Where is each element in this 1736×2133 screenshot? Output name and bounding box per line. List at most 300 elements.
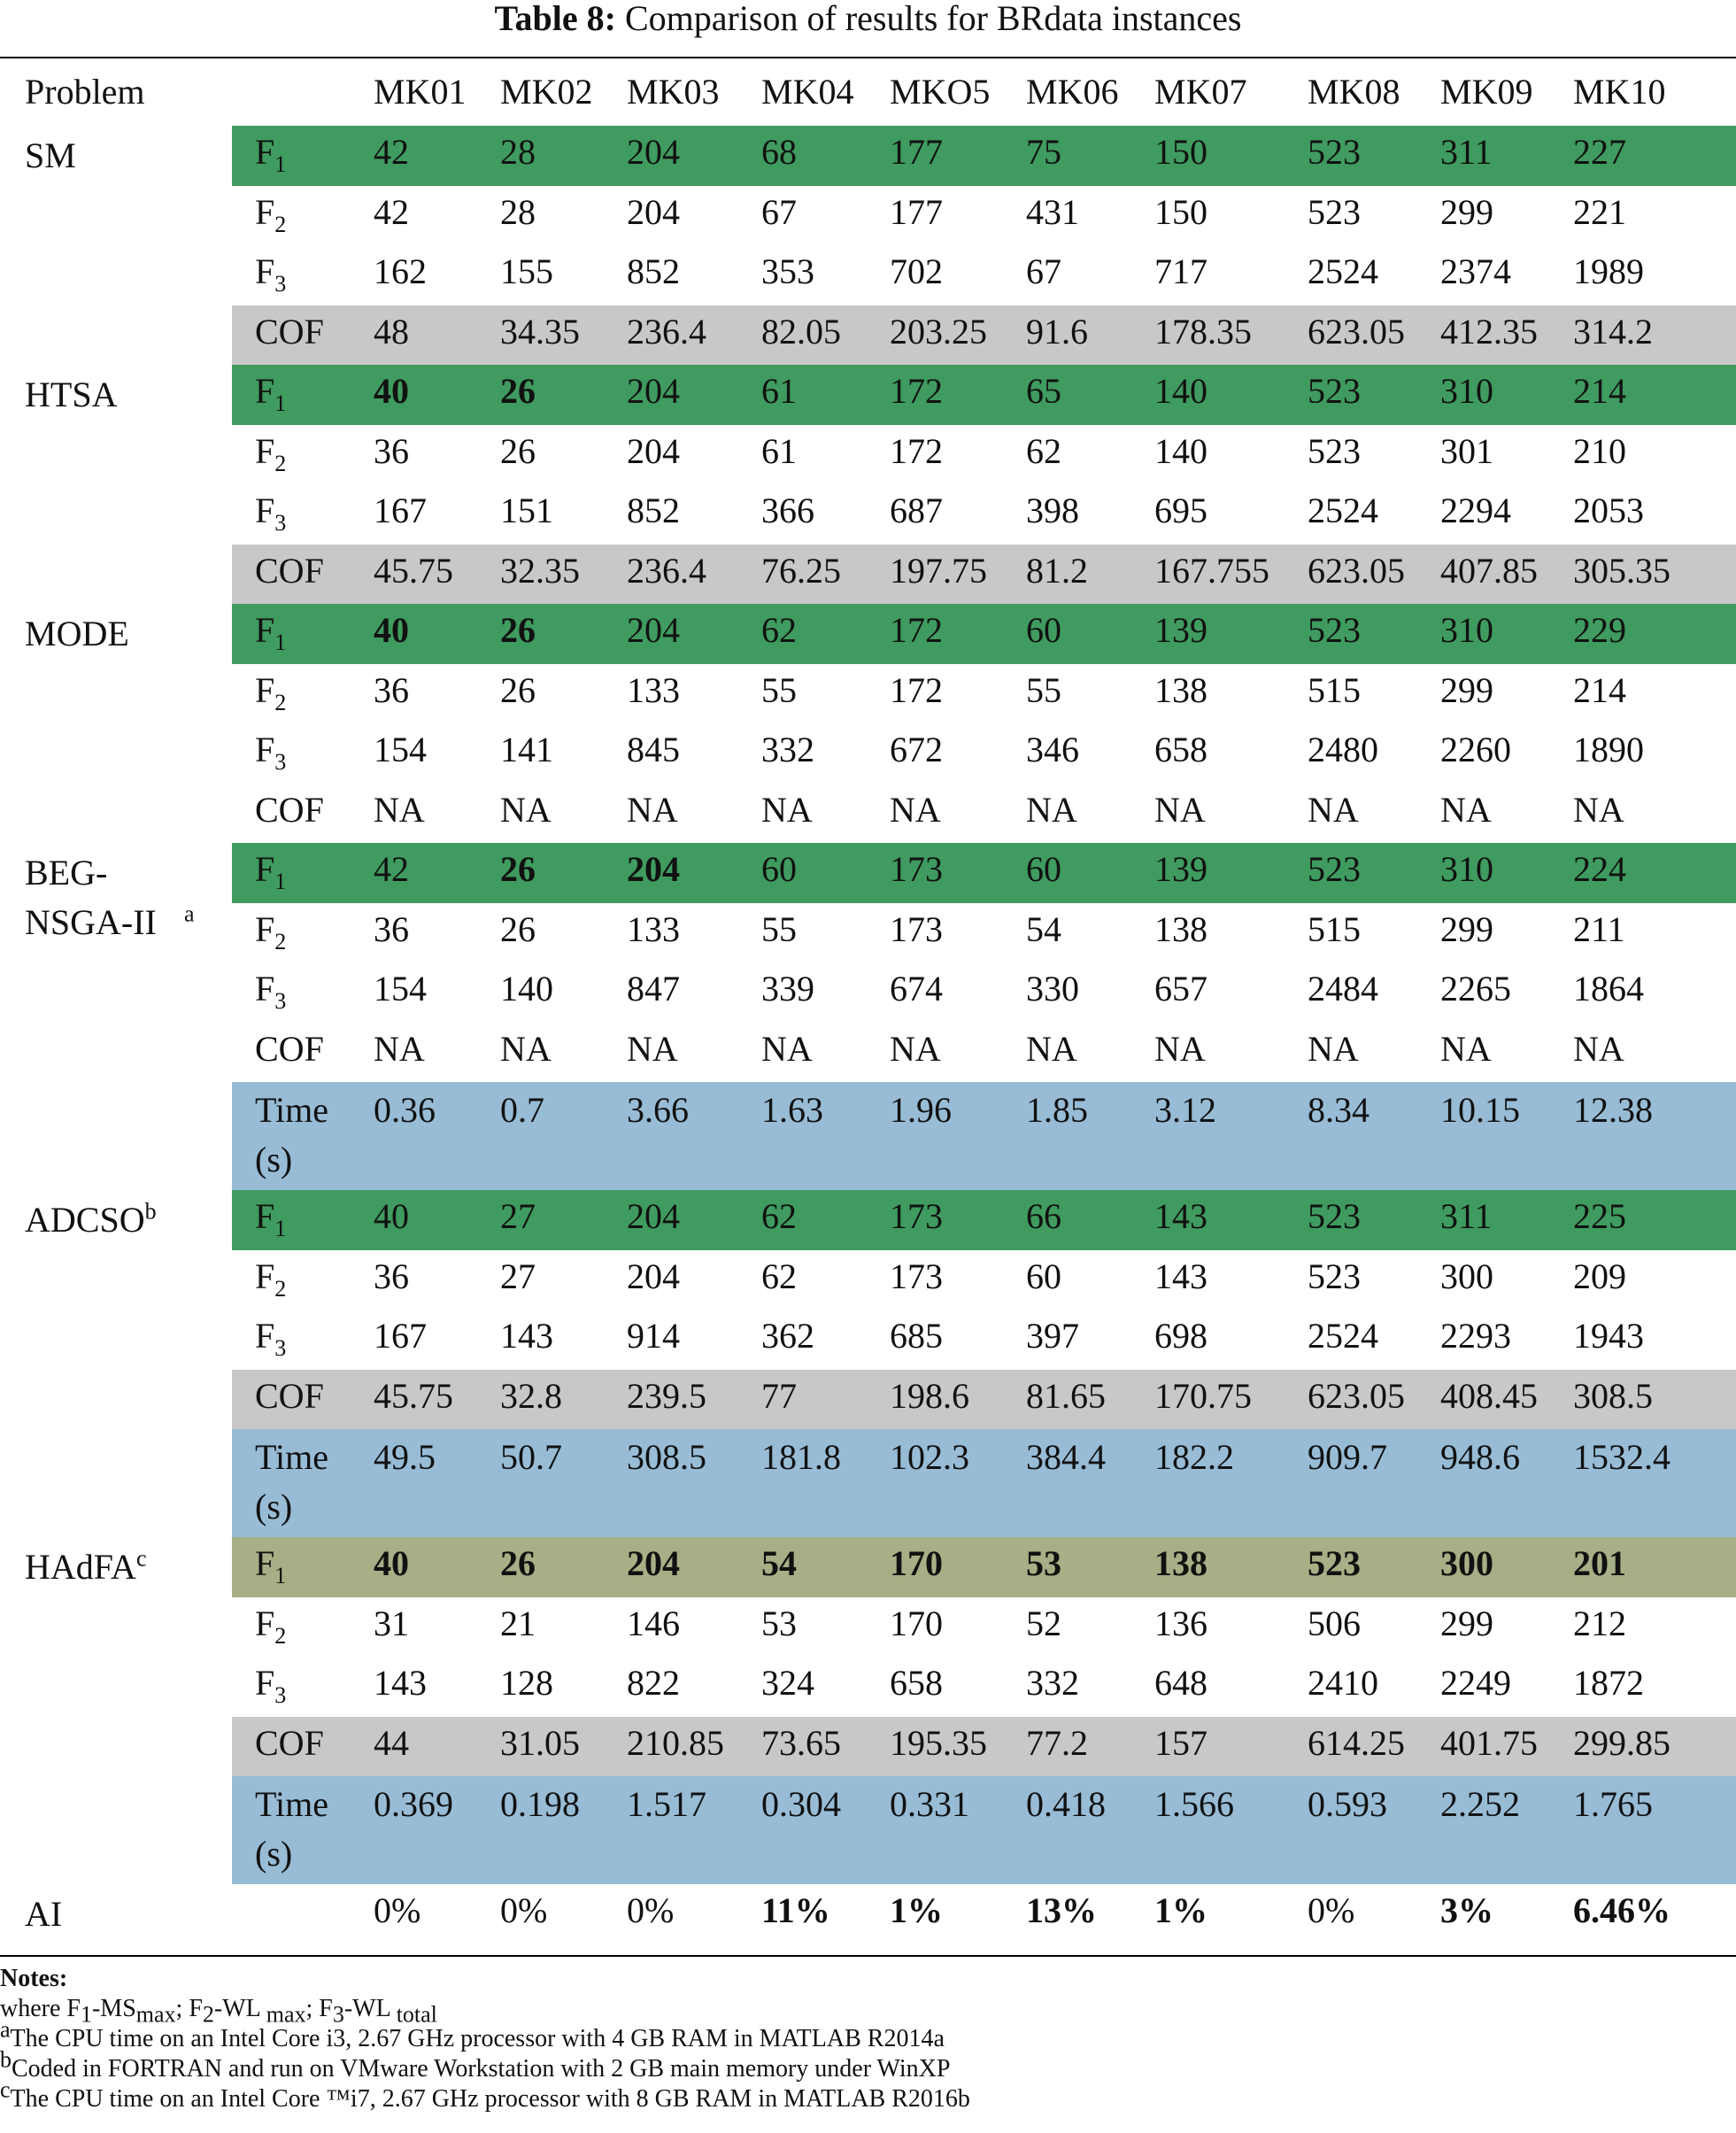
value-cell: 133 <box>627 908 680 949</box>
table-row <box>0 903 1736 963</box>
value-cell: 300 <box>1440 1537 1573 1597</box>
value-cell: 523 <box>1308 126 1440 186</box>
value-cell: 1864 <box>1573 969 1644 1009</box>
value-cell: 1.517 <box>627 1776 761 1884</box>
value-cell: 1.96 <box>890 1082 1026 1190</box>
value-cell: NA <box>1026 1028 1077 1069</box>
value-cell: 407.85 <box>1440 545 1573 605</box>
value-cell: 648 <box>1154 1663 1207 1703</box>
problem-label: HTSA <box>0 365 232 604</box>
table-row <box>0 1310 1736 1370</box>
value-cell: 53 <box>1026 1537 1154 1597</box>
value-cell: 1872 <box>1573 1663 1644 1703</box>
value-cell: 1% <box>1154 1890 1207 1930</box>
value-cell: NA <box>374 1028 425 1069</box>
value-cell: 53 <box>761 1603 797 1643</box>
value-cell: 657 <box>1154 969 1207 1009</box>
value-cell: 177 <box>890 126 1026 186</box>
header-metric <box>232 58 374 126</box>
value-cell: 81.65 <box>1026 1370 1154 1430</box>
table-caption <box>0 0 1736 37</box>
value-cell: 1.85 <box>1026 1082 1154 1190</box>
value-cell: 623.05 <box>1308 305 1440 366</box>
value-cell: 408.45 <box>1440 1370 1573 1430</box>
metric-label: $F_3$ <box>255 969 287 1014</box>
value-cell: 140 <box>1154 430 1207 471</box>
value-cell: 310 <box>1440 604 1573 664</box>
value-cell: 308.5 <box>627 1429 761 1537</box>
value-cell: 48 <box>374 305 500 366</box>
table-row <box>0 1250 1736 1310</box>
value-cell: 1% <box>890 1890 943 1930</box>
value-cell: 299 <box>1440 669 1493 710</box>
table-row <box>0 1657 1736 1717</box>
table-row <box>0 1776 1736 1884</box>
value-cell: 523 <box>1308 843 1440 903</box>
value-cell: 702 <box>890 251 943 291</box>
header-col: MKO5 <box>890 72 991 112</box>
value-cell: 299.85 <box>1573 1717 1736 1777</box>
value-cell: 412.35 <box>1440 305 1573 366</box>
value-cell: 67 <box>1026 251 1061 291</box>
value-cell: NA <box>500 1028 552 1069</box>
value-cell: 76.25 <box>761 545 890 605</box>
value-cell: 6.46% <box>1573 1890 1670 1930</box>
value-cell: 847 <box>627 969 680 1009</box>
value-cell: 822 <box>627 1663 680 1703</box>
metric-label: $F_1$ <box>232 126 374 186</box>
value-cell: 36 <box>374 430 409 471</box>
value-cell: 515 <box>1308 669 1361 710</box>
table-row <box>0 1023 1736 1083</box>
value-cell: 672 <box>890 730 943 769</box>
value-cell: 65 <box>1026 365 1154 425</box>
value-cell: 658 <box>1154 730 1207 769</box>
value-cell: 143 <box>500 1316 553 1356</box>
value-cell: NA <box>627 1028 678 1069</box>
value-cell: 167 <box>374 1316 427 1356</box>
value-cell: 211 <box>1573 908 1625 949</box>
value-cell: 506 <box>1308 1603 1361 1643</box>
value-cell: 36 <box>374 908 409 949</box>
value-cell: 1890 <box>1573 730 1644 769</box>
value-cell: 221 <box>1573 191 1626 232</box>
value-cell: 50.7 <box>500 1429 627 1537</box>
value-cell: 195.35 <box>890 1717 1026 1777</box>
value-cell: 154 <box>374 730 427 769</box>
header-col: MK09 <box>1440 72 1533 112</box>
metric-label: COF <box>232 1370 374 1430</box>
value-cell: 523 <box>1308 365 1440 425</box>
value-cell: 26 <box>500 669 536 710</box>
header-col: MK02 <box>500 72 593 112</box>
value-cell: 55 <box>761 908 797 949</box>
value-cell: 49.5 <box>374 1429 500 1537</box>
value-cell: 366 <box>761 491 814 530</box>
value-cell: 31.05 <box>500 1717 627 1777</box>
header-col: MK10 <box>1573 72 1666 112</box>
value-cell: 224 <box>1573 843 1736 903</box>
value-cell: 60 <box>1026 1256 1061 1296</box>
value-cell: 170 <box>890 1537 1026 1597</box>
value-cell: 167 <box>374 491 427 530</box>
value-cell: 210.85 <box>627 1717 761 1777</box>
value-cell: 314.2 <box>1573 305 1736 366</box>
value-cell: 431 <box>1026 191 1079 232</box>
value-cell: 515 <box>1308 908 1361 949</box>
value-cell: 0.593 <box>1308 1776 1440 1884</box>
table-row <box>0 1370 1736 1430</box>
value-cell: 170.75 <box>1154 1370 1308 1430</box>
value-cell: 0% <box>1308 1890 1355 1930</box>
value-cell: 173 <box>890 1256 943 1296</box>
value-cell: 204 <box>627 604 761 664</box>
value-cell: 139 <box>1154 843 1308 903</box>
value-cell: 146 <box>627 1603 680 1643</box>
value-cell: NA <box>890 1028 941 1069</box>
table-row <box>0 1884 1736 1944</box>
value-cell: 3% <box>1440 1890 1493 1930</box>
value-cell: 1943 <box>1573 1316 1644 1356</box>
value-cell: 44 <box>374 1717 500 1777</box>
value-cell: 0% <box>500 1890 548 1930</box>
value-cell: 12.38 <box>1573 1082 1736 1190</box>
table-row <box>0 723 1736 784</box>
value-cell: 397 <box>1026 1316 1079 1356</box>
value-cell: 143 <box>1154 1256 1207 1296</box>
table-row <box>0 245 1736 305</box>
value-cell: 0.198 <box>500 1776 627 1884</box>
table-row <box>0 1429 1736 1537</box>
problem-label: MODE <box>0 604 232 843</box>
value-cell: 8.34 <box>1308 1082 1440 1190</box>
metric-label: $F_1$ <box>232 1537 374 1597</box>
value-cell: 229 <box>1573 604 1736 664</box>
value-cell: 13% <box>1026 1890 1097 1930</box>
value-cell: 300 <box>1440 1256 1493 1296</box>
note-c: $^c$The CPU time on an Intel Core ™i7, 2.67 GHz processor with 8 GB RAM in MATLAB R2016b <box>0 2076 970 2113</box>
value-cell: 26 <box>500 1537 627 1597</box>
value-cell: 62 <box>1026 430 1061 471</box>
value-cell: 204 <box>627 1256 680 1296</box>
value-cell: 66 <box>1026 1190 1154 1250</box>
value-cell: 2410 <box>1308 1663 1378 1703</box>
value-cell: 178.35 <box>1154 305 1308 366</box>
value-cell: 0.7 <box>500 1082 627 1190</box>
metric-label: $F_2$ <box>255 669 287 715</box>
value-cell: 143 <box>1154 1190 1308 1250</box>
table-row <box>0 1190 1736 1250</box>
value-cell: 203.25 <box>890 305 1026 366</box>
table-row <box>0 545 1736 605</box>
value-cell: 139 <box>1154 604 1308 664</box>
value-cell: 26 <box>500 430 536 471</box>
metric-label: $F_2$ <box>255 430 287 476</box>
value-cell: NA <box>1154 789 1206 830</box>
value-cell: 204 <box>627 126 761 186</box>
value-cell: 523 <box>1308 1190 1440 1250</box>
value-cell: 40 <box>374 1190 500 1250</box>
problem-label: ADCSO$^b$ <box>0 1190 232 1537</box>
note-a: $^a$The CPU time on an Intel Core i3, 2.67 GHz processor with 4 GB RAM in MATLAB R2014a <box>0 2016 945 2052</box>
value-cell: 172 <box>890 430 943 471</box>
value-cell: 133 <box>627 669 680 710</box>
problem-label: SM <box>0 126 232 365</box>
value-cell: 82.05 <box>761 305 890 366</box>
value-cell: 695 <box>1154 491 1207 530</box>
caption-label: Table 8: <box>494 0 616 38</box>
value-cell: 852 <box>627 491 680 530</box>
header-row <box>0 58 1736 126</box>
value-cell: 197.75 <box>890 545 1026 605</box>
table-row <box>0 843 1736 903</box>
value-cell: 0.418 <box>1026 1776 1154 1884</box>
value-cell: 687 <box>890 491 943 530</box>
value-cell: 2524 <box>1308 491 1378 530</box>
value-cell: 32.35 <box>500 545 627 605</box>
metric-label: $F_2$ <box>255 908 287 954</box>
metric-label: COF <box>232 1717 374 1777</box>
table-row <box>0 962 1736 1023</box>
value-cell: 2053 <box>1573 491 1644 530</box>
value-cell: 27 <box>500 1256 536 1296</box>
results-table <box>0 58 1736 1944</box>
value-cell: 614.25 <box>1308 1717 1440 1777</box>
value-cell: 181.8 <box>761 1429 890 1537</box>
notes-heading: Notes: <box>0 1965 68 1992</box>
value-cell: 140 <box>500 969 553 1009</box>
value-cell: 81.2 <box>1026 545 1154 605</box>
value-cell: 40 <box>374 365 500 425</box>
header-col: MK01 <box>374 72 467 112</box>
metric-label: $F_3$ <box>255 1663 287 1708</box>
value-cell: 2374 <box>1440 251 1511 291</box>
value-cell: 308.5 <box>1573 1370 1736 1430</box>
value-cell: 523 <box>1308 604 1440 664</box>
value-cell: 209 <box>1573 1256 1626 1296</box>
table-row <box>0 784 1736 844</box>
metric-label: $F_2$ <box>255 191 287 237</box>
metric-label: Time (s) <box>232 1082 374 1190</box>
value-cell: 54 <box>761 1537 890 1597</box>
value-cell: 1532.4 <box>1573 1429 1736 1537</box>
value-cell: NA <box>761 789 813 830</box>
metric-label: $F_3$ <box>255 491 287 536</box>
value-cell: 67 <box>761 191 797 232</box>
value-cell: 172 <box>890 669 943 710</box>
value-cell: 40 <box>374 1537 500 1597</box>
problem-label: BEG-NSGA-II $^a$ <box>0 843 232 1190</box>
metric-label: $F_3$ <box>255 1316 287 1361</box>
value-cell: 239.5 <box>627 1370 761 1430</box>
value-cell: 77.2 <box>1026 1717 1154 1777</box>
value-cell: 157 <box>1154 1717 1308 1777</box>
note-b: $^b$Coded in FORTRAN and run on VMware Workstation with 2 GB main memory under WinXP <box>0 2046 951 2083</box>
value-cell: 154 <box>374 969 427 1009</box>
metric-label: $F_1$ <box>232 843 374 903</box>
metric-label: $F_1$ <box>232 604 374 664</box>
header-problem: Problem <box>25 72 145 112</box>
value-cell: 225 <box>1573 1190 1736 1250</box>
table-body <box>0 126 1736 1944</box>
value-cell: NA <box>1026 789 1077 830</box>
value-cell: 204 <box>627 430 680 471</box>
value-cell: 204 <box>627 365 761 425</box>
value-cell: 301 <box>1440 430 1493 471</box>
header-col: MK04 <box>761 72 854 112</box>
value-cell: 623.05 <box>1308 545 1440 605</box>
value-cell: 0.36 <box>374 1082 500 1190</box>
value-cell: 909.7 <box>1308 1429 1440 1537</box>
value-cell: 68 <box>761 126 890 186</box>
value-cell: NA <box>500 789 552 830</box>
value-cell: 212 <box>1573 1603 1626 1643</box>
value-cell: 32.8 <box>500 1370 627 1430</box>
value-cell: 311 <box>1440 1190 1573 1250</box>
table-row <box>0 664 1736 724</box>
table-row <box>0 1082 1736 1190</box>
value-cell: 150 <box>1154 126 1308 186</box>
metric-label: $F_3$ <box>255 730 287 775</box>
value-cell: 26 <box>500 365 627 425</box>
value-cell: 523 <box>1308 430 1361 471</box>
value-cell: 172 <box>890 604 1026 664</box>
value-cell: 658 <box>890 1663 943 1703</box>
value-cell: 42 <box>374 191 409 232</box>
value-cell: 2480 <box>1308 730 1378 769</box>
value-cell: 151 <box>500 491 553 530</box>
value-cell: 91.6 <box>1026 305 1154 366</box>
value-cell: 11% <box>761 1890 830 1930</box>
value-cell: 167.755 <box>1154 545 1308 605</box>
header-col: MK03 <box>627 72 720 112</box>
metric-label: $F_2$ <box>255 1256 287 1302</box>
value-cell: 138 <box>1154 908 1207 949</box>
value-cell: 26 <box>500 843 627 903</box>
value-cell: 0% <box>627 1890 675 1930</box>
value-cell: 674 <box>890 969 943 1009</box>
value-cell: 401.75 <box>1440 1717 1573 1777</box>
value-cell: 204 <box>627 191 680 232</box>
problem-label: HAdFA$^c$ <box>0 1537 232 1884</box>
value-cell: 60 <box>1026 843 1154 903</box>
value-cell: 523 <box>1308 191 1361 232</box>
value-cell: 45.75 <box>374 545 500 605</box>
value-cell: 623.05 <box>1308 1370 1440 1430</box>
value-cell: 170 <box>890 1603 943 1643</box>
value-cell: 948.6 <box>1440 1429 1573 1537</box>
value-cell: 523 <box>1308 1256 1361 1296</box>
metric-label: $F_3$ <box>255 251 287 297</box>
value-cell: 311 <box>1440 126 1573 186</box>
value-cell: NA <box>1308 789 1359 830</box>
metric-label <box>232 1884 374 1944</box>
value-cell: 143 <box>374 1663 427 1703</box>
value-cell: 36 <box>374 1256 409 1296</box>
value-cell: 45.75 <box>374 1370 500 1430</box>
value-cell: NA <box>1308 1028 1359 1069</box>
value-cell: 353 <box>761 251 814 291</box>
value-cell: 40 <box>374 604 500 664</box>
value-cell: 28 <box>500 191 536 232</box>
value-cell: 2260 <box>1440 730 1511 769</box>
value-cell: 54 <box>1026 908 1061 949</box>
value-cell: 384.4 <box>1026 1429 1154 1537</box>
value-cell: NA <box>374 789 425 830</box>
value-cell: 0.331 <box>890 1776 1026 1884</box>
value-cell: 324 <box>761 1663 814 1703</box>
metric-label: $F_1$ <box>232 1190 374 1250</box>
value-cell: 2.252 <box>1440 1776 1573 1884</box>
value-cell: 61 <box>761 430 797 471</box>
value-cell: 717 <box>1154 251 1207 291</box>
value-cell: 236.4 <box>627 545 761 605</box>
caption-text: Comparison of results for BRdata instances <box>624 0 1242 38</box>
value-cell: 173 <box>890 908 943 949</box>
value-cell: 227 <box>1573 126 1736 186</box>
value-cell: 73.65 <box>761 1717 890 1777</box>
value-cell: 1.765 <box>1573 1776 1736 1884</box>
value-cell: 60 <box>761 843 890 903</box>
value-cell: 339 <box>761 969 814 1009</box>
value-cell: 2249 <box>1440 1663 1511 1703</box>
value-cell: 162 <box>374 251 427 291</box>
notes-where: where $F_1-MS_{max}$; $F_2-WL$ $_{max}$; $F_3-WL$ $_{total}$ <box>0 1995 437 2028</box>
value-cell: 914 <box>627 1316 680 1356</box>
value-cell: 28 <box>500 126 627 186</box>
value-cell: 177 <box>890 191 943 232</box>
value-cell: 10.15 <box>1440 1082 1573 1190</box>
value-cell: 36 <box>374 669 409 710</box>
value-cell: 299 <box>1440 908 1493 949</box>
value-cell: 210 <box>1573 430 1626 471</box>
value-cell: NA <box>1573 1028 1624 1069</box>
value-cell: 201 <box>1573 1537 1736 1597</box>
value-cell: 1.63 <box>761 1082 890 1190</box>
value-cell: 2524 <box>1308 1316 1378 1356</box>
value-cell: NA <box>1440 1028 1492 1069</box>
table-row <box>0 484 1736 545</box>
value-cell: 2294 <box>1440 491 1511 530</box>
header-col: MK08 <box>1308 72 1400 112</box>
value-cell: 34.35 <box>500 305 627 366</box>
value-cell: 0.304 <box>761 1776 890 1884</box>
value-cell: 362 <box>761 1316 814 1356</box>
value-cell: 204 <box>627 1190 761 1250</box>
table-row <box>0 1537 1736 1597</box>
value-cell: 845 <box>627 730 680 769</box>
value-cell: 150 <box>1154 191 1207 232</box>
value-cell: NA <box>627 789 678 830</box>
value-cell: 1989 <box>1573 251 1644 291</box>
value-cell: 31 <box>374 1603 409 1643</box>
metric-label: COF <box>232 305 374 366</box>
table-row <box>0 305 1736 366</box>
value-cell: 332 <box>761 730 814 769</box>
value-cell: 685 <box>890 1316 943 1356</box>
value-cell: 346 <box>1026 730 1079 769</box>
table-notes <box>0 1959 1736 2114</box>
value-cell: 173 <box>890 1190 1026 1250</box>
value-cell: 236.4 <box>627 305 761 366</box>
value-cell: 102.3 <box>890 1429 1026 1537</box>
value-cell: 214 <box>1573 365 1736 425</box>
value-cell: 55 <box>1026 669 1061 710</box>
value-cell: 77 <box>761 1370 890 1430</box>
value-cell: 136 <box>1154 1603 1207 1643</box>
value-cell: 523 <box>1308 1537 1440 1597</box>
value-cell: 3.66 <box>627 1082 761 1190</box>
